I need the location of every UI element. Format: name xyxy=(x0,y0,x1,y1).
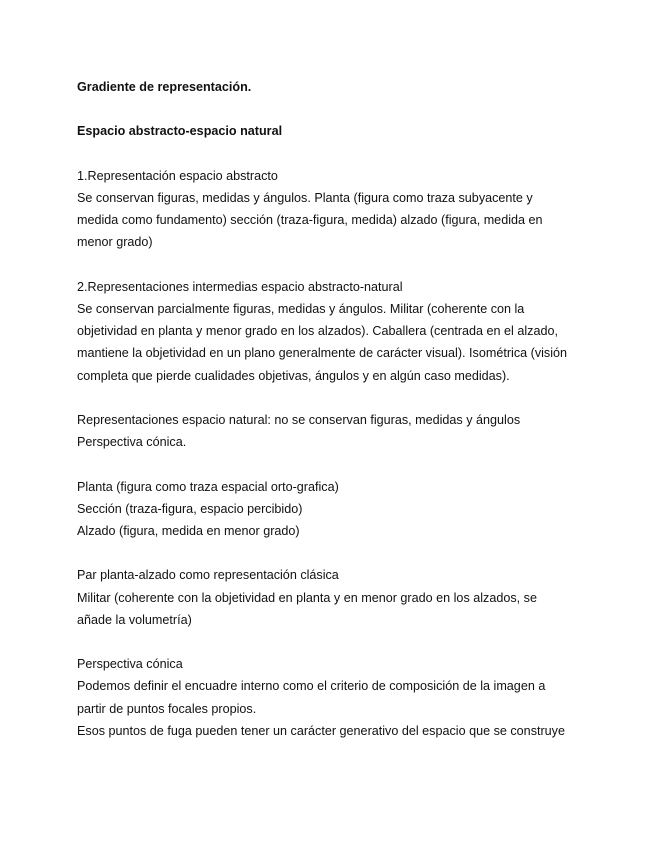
spacer xyxy=(77,143,577,165)
spacer xyxy=(77,631,577,653)
paragraph-line: mantiene la objetividad en un plano generalmente de carácter visual). Isométrica (visión xyxy=(77,346,568,361)
spacer xyxy=(77,98,577,120)
paragraph-line: Sección (traza-figura, espacio percibido) xyxy=(77,501,303,516)
paragraph-line: medida como fundamento) sección (traza-figura, medida) alzado (figura, medida en xyxy=(77,213,543,228)
section-abstract-space xyxy=(77,165,577,254)
paragraph-line: Planta (figura como traza espacial orto-grafica) xyxy=(77,479,339,494)
section-heading: Perspectiva cónica xyxy=(77,657,183,672)
section-classic-pair xyxy=(77,564,577,631)
section-natural-space xyxy=(77,409,577,453)
paragraph-line: Perspectiva cónica. xyxy=(77,435,187,450)
paragraph-line: completa que pierde cualidades objetivas, ángulos y en algún caso medidas). xyxy=(77,368,510,383)
spacer xyxy=(77,254,577,276)
document-subtitle: Espacio abstracto-espacio natural xyxy=(77,124,283,139)
paragraph-line: partir de puntos focales propios. xyxy=(77,701,257,716)
paragraph-line: Alzado (figura, medida en menor grado) xyxy=(77,523,300,538)
paragraph-line: objetividad en planta y menor grado en los alzados). Caballera (centrada en el alzado, xyxy=(77,324,558,339)
paragraph-line: Representaciones espacio natural: no se conservan figuras, medidas y ángulos xyxy=(77,412,521,427)
paragraph-line: Se conservan parcialmente figuras, medidas y ángulos. Militar (coherente con la xyxy=(77,301,525,316)
document-title: Gradiente de representación. xyxy=(77,80,252,94)
section-intermediate xyxy=(77,276,577,387)
spacer xyxy=(77,387,577,409)
paragraph-line: Se conservan figuras, medidas y ángulos. Planta (figura como traza subyacente y xyxy=(77,190,533,205)
section-heading: 2.Representaciones intermedias espacio abstracto-natural xyxy=(77,279,403,294)
section-plan-section-elevation xyxy=(77,476,577,543)
spacer xyxy=(77,542,577,564)
section-heading: Par planta-alzado como representación clásica xyxy=(77,568,339,583)
paragraph-line: Esos puntos de fuga pueden tener un carácter generativo del espacio que se construye xyxy=(77,723,565,738)
paragraph-line: Podemos definir el encuadre interno como el criterio de composición de la imagen a xyxy=(77,679,546,694)
document-page xyxy=(77,76,577,742)
paragraph-line: añade la volumetría) xyxy=(77,612,192,627)
spacer xyxy=(77,453,577,475)
paragraph-line: Militar (coherente con la objetividad en planta y en menor grado en los alzados, se xyxy=(77,590,537,605)
section-conic-perspective xyxy=(77,653,577,742)
paragraph-line: menor grado) xyxy=(77,235,153,250)
section-heading: 1.Representación espacio abstracto xyxy=(77,168,278,183)
